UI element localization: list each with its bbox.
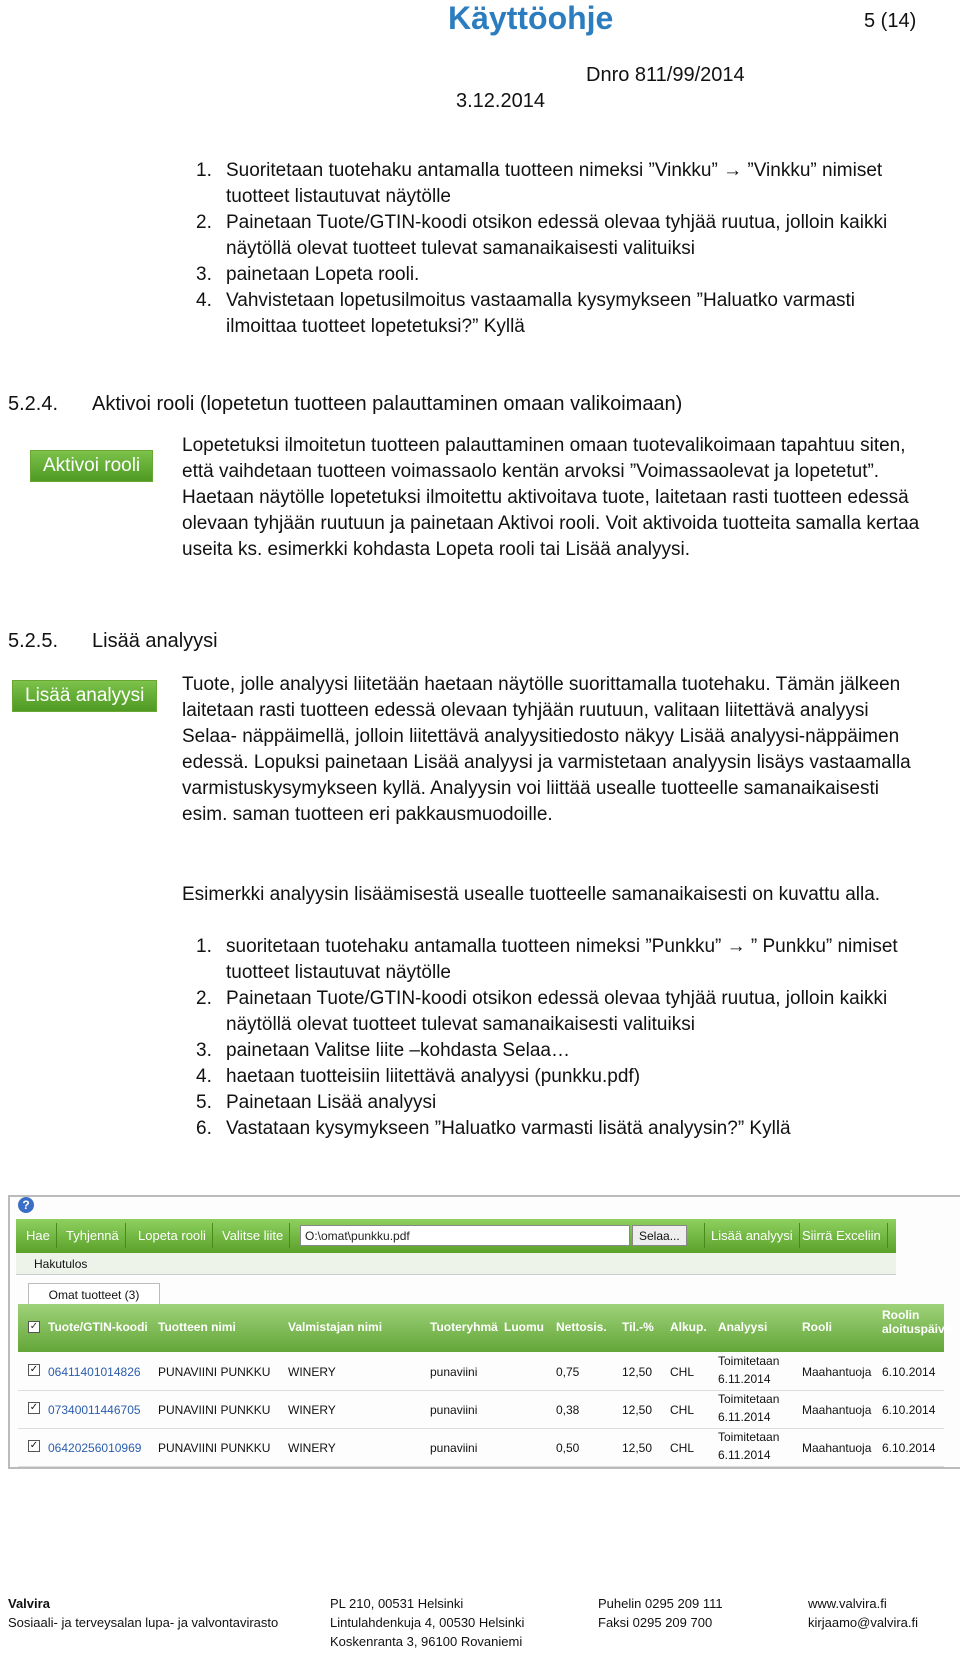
siirra-exceliin-button[interactable]: Siirrä Exceliin <box>796 1223 888 1248</box>
gtin-link[interactable]: 06411401014826 <box>48 1365 141 1379</box>
footer-org-full: Sosiaali- ja terveysalan lupa- ja valvontavirasto <box>8 1615 279 1630</box>
col-rooli[interactable]: Rooli <box>802 1320 832 1334</box>
col-alkup[interactable]: Alkup. <box>670 1320 707 1334</box>
cell-til: 12,50 <box>622 1441 653 1455</box>
list-item: 2. Painetaan Tuote/GTIN-koodi otsikon edessä olevaa tyhjää ruutua, jolloin kaikki näytöllä olevat tuotteet tulevat samanaikaisesti valituiksi <box>196 212 888 259</box>
col-name[interactable]: Tuotteen nimi <box>158 1320 236 1334</box>
list-item: 3. painetaan Lopeta rooli. <box>196 264 420 285</box>
table-row[interactable] <box>18 1352 944 1391</box>
row-checkbox[interactable]: ✓ <box>29 1364 39 1375</box>
table-row[interactable] <box>18 1428 944 1467</box>
row-checkbox[interactable]: ✓ <box>29 1402 39 1413</box>
footer-email-link[interactable]: kirjaamo@valvira.fi <box>808 1615 918 1630</box>
cell-analyysi-date: 6.11.2014 <box>718 1448 771 1462</box>
lopeta-rooli-button[interactable]: Lopeta rooli <box>132 1223 213 1248</box>
cell-date: 6.10.2014 <box>882 1441 936 1455</box>
footer-org <box>8 1594 278 1632</box>
col-group[interactable]: Tuoteryhmä <box>430 1320 498 1334</box>
col-gtin[interactable]: Tuote/GTIN-koodi <box>48 1320 148 1334</box>
cell-maker: WINERY <box>288 1365 336 1379</box>
hae-button[interactable]: Hae <box>20 1223 57 1248</box>
footer-address-line: Koskenranta 3, 96100 Rovaniemi <box>330 1634 523 1649</box>
document-number: Dnro 811/99/2014 <box>586 64 745 86</box>
cell-netto: 0,50 <box>556 1441 580 1455</box>
document-title: Käyttöohje <box>448 0 614 36</box>
select-all-checkbox[interactable]: ✓ <box>29 1321 39 1332</box>
tab-omat-tuotteet[interactable]: Omat tuotteet (3) <box>28 1283 160 1307</box>
list-item: 1. Suoritetaan tuotehaku antamalla tuotteen nimeksi ”Vinkku” → ”Vinkku” nimiset tuotteet listautuvat näytölle <box>196 160 883 207</box>
cell-group: punaviini <box>430 1365 478 1379</box>
help-icon[interactable]: ? <box>18 1197 34 1213</box>
aktivoi-rooli-button-image: Aktivoi rooli <box>30 450 153 482</box>
list-item: 1. suoritetaan tuotehaku antamalla tuotteen nimeksi ”Punkku” → ” Punkku” nimiset tuotteet listautuvat näytölle <box>196 936 898 983</box>
table-header <box>18 1304 952 1352</box>
cell-date: 6.10.2014 <box>882 1365 936 1379</box>
selaa-button[interactable]: Selaa... <box>632 1225 687 1246</box>
col-roolin-aloituspaiva[interactable]: Roolin aloituspäivä <box>882 1308 952 1336</box>
cell-til: 12,50 <box>622 1403 653 1417</box>
cell-rooli: Maahantuoja <box>802 1441 872 1455</box>
table-row[interactable] <box>18 1390 944 1429</box>
page-number: 5 (14) <box>864 10 917 32</box>
col-netto[interactable]: Nettosis. <box>556 1320 607 1334</box>
footer-phone-line: Puhelin 0295 209 111 <box>598 1596 723 1611</box>
cell-netto: 0,75 <box>556 1365 580 1379</box>
document-date: 3.12.2014 <box>456 90 545 112</box>
col-analyysi[interactable]: Analyysi <box>718 1320 768 1334</box>
section-heading: Lisää analyysi <box>92 630 218 652</box>
results-header: Hakutulos <box>16 1253 896 1275</box>
cell-rooli: Maahantuoja <box>802 1365 872 1379</box>
cell-analyysi-date: 6.11.2014 <box>718 1372 771 1386</box>
valitse-liite-label: Valitse liite <box>216 1223 290 1248</box>
cell-name: PUNAVIINI PUNKKU <box>158 1441 271 1455</box>
section-heading: Aktivoi rooli (lopetetun tuotteen palauttaminen omaan valikoimaan) <box>92 393 683 415</box>
example-intro: Esimerkki analyysin lisäämisestä usealle tuotteelle samanaikaisesti on kuvattu alla. <box>182 884 881 905</box>
toolbar <box>16 1219 896 1253</box>
cell-group: punaviini <box>430 1441 478 1455</box>
footer-address <box>330 1594 524 1651</box>
list-item: 5. Painetaan Lisää analyysi <box>196 1092 437 1113</box>
gtin-link[interactable]: 06420256010969 <box>48 1441 142 1455</box>
footer-phone <box>598 1594 723 1632</box>
footer-address-line: PL 210, 00531 Helsinki <box>330 1596 464 1611</box>
lisaa-analyysi-button[interactable]: Lisää analyysi <box>704 1223 800 1248</box>
section-number: 5.2.5. <box>8 630 59 652</box>
cell-date: 6.10.2014 <box>882 1403 936 1417</box>
cell-netto: 0,38 <box>556 1403 580 1417</box>
footer-address-line: Lintulahdenkuja 4, 00530 Helsinki <box>330 1615 525 1630</box>
list-item: 3. painetaan Valitse liite –kohdasta Selaa… <box>196 1040 570 1061</box>
section-number: 5.2.4. <box>8 393 59 415</box>
footer-org-name: Valvira <box>8 1596 50 1611</box>
tyhjenna-button[interactable]: Tyhjennä <box>60 1223 126 1248</box>
lisaa-analyysi-button-image: Lisää analyysi <box>12 680 157 712</box>
col-luomu[interactable]: Luomu <box>504 1320 544 1334</box>
cell-alkup: CHL <box>670 1403 695 1417</box>
list-item: 4. Vahvistetaan lopetusilmoitus vastaamalla kysymykseen ”Haluatko varmasti ilmoittaa tuotteet lopetetuksi?” Kyllä <box>196 290 856 337</box>
cell-analyysi: Toimitetaan <box>718 1354 780 1368</box>
intro-list <box>196 158 926 340</box>
cell-analyysi: Toimitetaan <box>718 1430 780 1444</box>
cell-group: punaviini <box>430 1403 478 1417</box>
cell-analyysi-date: 6.11.2014 <box>718 1410 771 1424</box>
cell-maker: WINERY <box>288 1441 336 1455</box>
file-path-input[interactable]: O:\omat\punkku.pdf <box>300 1225 630 1246</box>
row-checkbox[interactable]: ✓ <box>29 1440 39 1451</box>
cell-analyysi: Toimitetaan <box>718 1392 780 1406</box>
gtin-link[interactable]: 07340011446705 <box>48 1403 141 1417</box>
list-item: 4. haetaan tuotteisiin liitettävä analyysi (punkku.pdf) <box>196 1066 641 1087</box>
footer-website-link[interactable]: www.valvira.fi <box>808 1596 887 1611</box>
cell-name: PUNAVIINI PUNKKU <box>158 1403 271 1417</box>
cell-alkup: CHL <box>670 1365 695 1379</box>
cell-til: 12,50 <box>622 1365 653 1379</box>
cell-alkup: CHL <box>670 1441 695 1455</box>
col-til[interactable]: Til.-% <box>622 1320 654 1334</box>
section-paragraph: Lopetetuksi ilmoitetun tuotteen palauttaminen omaan tuotevalikoimaan tapahtuu siten, että vaihdetaan tuotteen voimassaolo kentän arvoksi ”Voimassaolevat ja lopetetut”. Haetaan näytölle lopetetuksi ilmoitettu aktivoitava tuote, laitetaan rasti tuotteen edessä olevaan tyhjään ruutuun ja painetaan Aktivoi rooli. Voit aktivoida tuotteita samalla kertaa useita ks. esimerkki kohdasta Lopeta rooli tai Lisää analyysi. <box>182 435 920 560</box>
footer-fax-line: Faksi 0295 209 700 <box>598 1615 713 1630</box>
col-maker[interactable]: Valmistajan nimi <box>288 1320 383 1334</box>
cell-name: PUNAVIINI PUNKKU <box>158 1365 271 1379</box>
list-item: 6. Vastataan kysymykseen ”Haluatko varmasti lisätä analyysin?” Kyllä <box>196 1118 791 1139</box>
cell-rooli: Maahantuoja <box>802 1403 872 1417</box>
list-item: 2. Painetaan Tuote/GTIN-koodi otsikon edessä olevaa tyhjää ruutua, jolloin kaikki näytöllä olevat tuotteet tulevat samanaikaisesti valituiksi <box>196 988 888 1035</box>
example-steps <box>196 934 926 1142</box>
footer-web <box>808 1594 918 1632</box>
section-paragraph: Tuote, jolle analyysi liitetään haetaan näytölle suorittamalla tuotehaku. Tämän jälkeen laitetaan rasti tuotteen edessä olevaan tyhjään ruutuun, valitaan liitettävä analyysi Selaa- näppäimellä, jolloin liitettävä analyysitiedosto näkyy Lisää analyysi-näppäimen edessä. Lopuksi painetaan Lisää analyysi ja varmistetaan analyysin lisäys vastaamalla varmistuskysymykseen kyllä. Analyysin voi liittää usealle tuotteelle samanaikaisesti esim. saman tuotteen eri pakkausmuodoille. <box>182 674 911 825</box>
cell-maker: WINERY <box>288 1403 336 1417</box>
